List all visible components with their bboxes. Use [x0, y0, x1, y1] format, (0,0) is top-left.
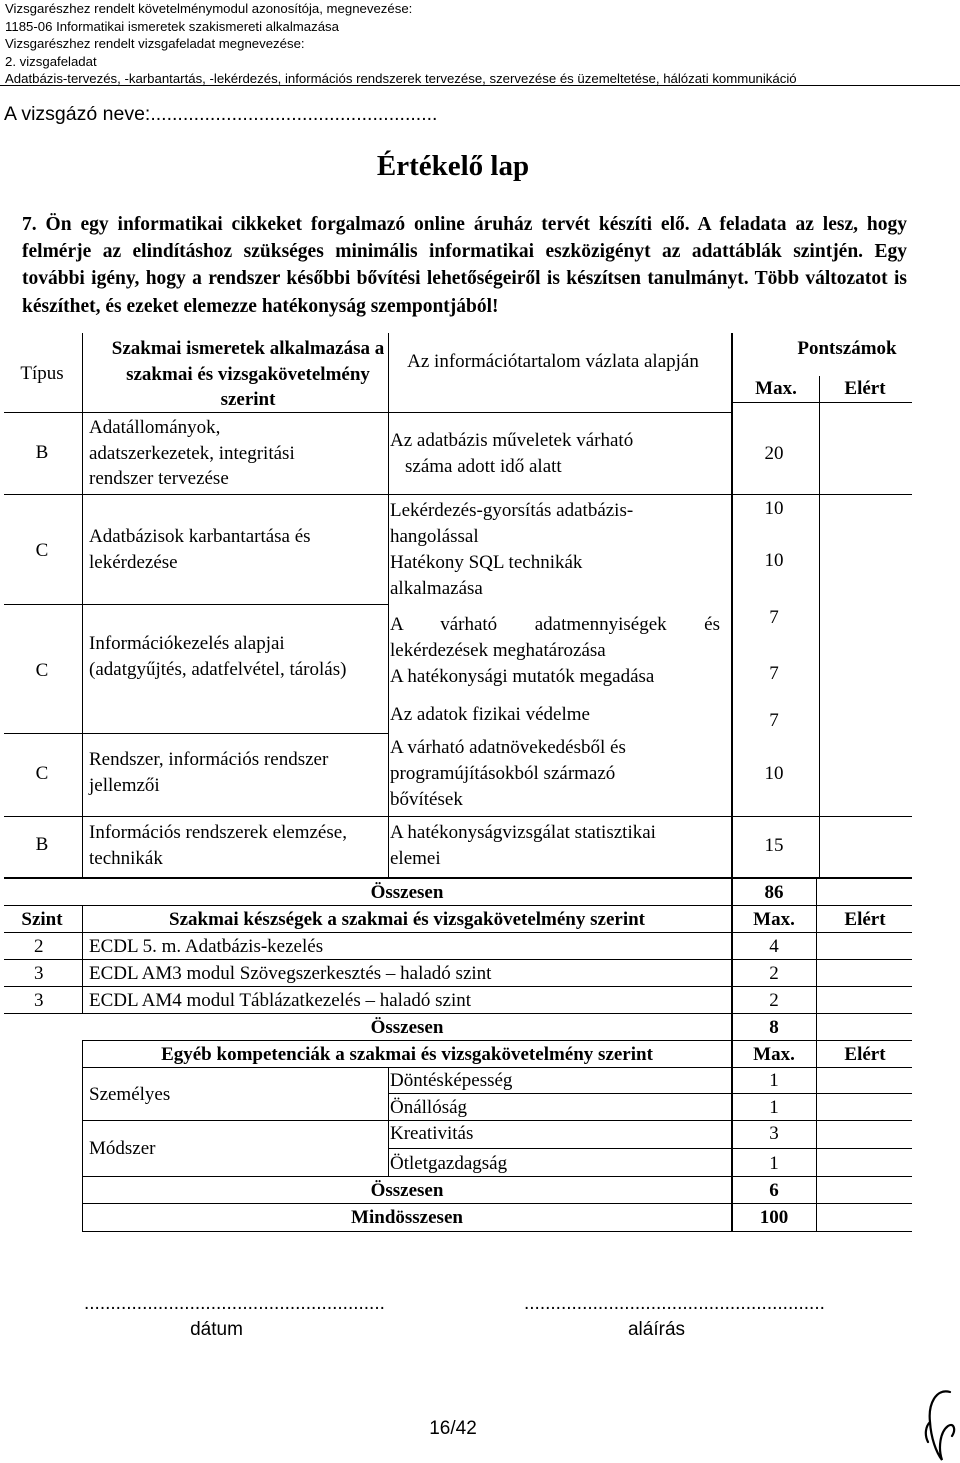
- signature-dots: .........................................................: [524, 1293, 825, 1314]
- header-skills: Szakmai készségek a szakmai és vizsgakövetelmény szerint: [169, 909, 645, 930]
- table-rule: [4, 959, 912, 960]
- max-points: 7: [769, 663, 779, 684]
- competency-item: Önállóság: [390, 1097, 468, 1118]
- section1-total-label: Összesen: [370, 882, 444, 903]
- competency-group: Módszer: [89, 1138, 156, 1159]
- competency-item: Ötletgazdagság: [390, 1153, 508, 1174]
- table-rule: [388, 1067, 389, 1176]
- table-rule: [4, 905, 912, 906]
- table-rule: [82, 1067, 912, 1068]
- max-points: 7: [769, 710, 779, 731]
- max-points: 20: [764, 443, 784, 464]
- table-rule: [4, 816, 912, 817]
- max-points: 10: [764, 498, 784, 519]
- info-item: lekérdezések meghatározása: [390, 640, 606, 661]
- competency-max: 1: [769, 1097, 779, 1118]
- skill-max: 4: [769, 936, 779, 957]
- table-rule: [4, 494, 912, 495]
- row-knowledge: Információkezelés alapjai (adatgyűjtés, adatfelvétel, tárolás): [89, 633, 347, 680]
- header-level: Szint: [21, 909, 63, 930]
- table-rule: [82, 1176, 912, 1177]
- header-achieved: Elért: [844, 378, 886, 399]
- row-knowledge: Adatbázisok karbantartása és lekérdezése: [89, 526, 311, 573]
- info-item: Hatékony SQL technikák: [390, 552, 583, 573]
- max-points: 10: [764, 550, 784, 571]
- table-rule: [388, 1093, 912, 1094]
- info-item: A várható adatnövekedésből és: [390, 737, 626, 758]
- signature-label: aláírás: [627, 1319, 686, 1340]
- skill-level: 2: [34, 936, 44, 957]
- header-info-outline: Az információtartalom vázlata alapján: [407, 351, 699, 372]
- table-rule: [732, 402, 912, 403]
- info-item: Az adatok fizikai védelme: [390, 704, 590, 725]
- header-competencies: Egyéb kompetenciák a szakmai és vizsgakövetelmény szerint: [161, 1044, 653, 1065]
- info-item: A hatékonyságvizsgálat statisztikai: [390, 822, 656, 843]
- candidate-name-field: A vizsgázó neve:.....................................................: [4, 103, 438, 125]
- table-rule: [731, 333, 733, 1231]
- max-points: 7: [769, 607, 779, 628]
- competency-group: Személyes: [89, 1084, 171, 1105]
- header-line: 2. vizsgafeladat: [5, 53, 97, 69]
- section3-total-label: Összesen: [370, 1180, 444, 1201]
- grand-total-value: 100: [759, 1207, 789, 1228]
- header-max: Max.: [755, 378, 797, 399]
- row-type: B: [35, 442, 49, 463]
- header-line: Vizsgarészhez rendelt követelménymodul azonosítója, megnevezése:: [5, 1, 413, 16]
- header-line: Adatbázis-tervezés, -karbantartás, -lekérdezés, információs rendszerek tervezése, szervezése és üzemeltetése, hálózati kommunikáció: [5, 71, 797, 87]
- competency-item: Döntésképesség: [390, 1070, 513, 1091]
- signature-field: [524, 1291, 825, 1343]
- table-rule: [816, 877, 817, 1231]
- row-knowledge: Adatállományok, adatszerkezetek, integritási rendszer tervezése: [89, 417, 295, 489]
- header-type: Típus: [20, 363, 64, 384]
- table-rule: [4, 604, 388, 605]
- table-rule: [819, 376, 820, 877]
- table-rule: [4, 986, 912, 987]
- info-item: alkalmazása: [390, 578, 483, 599]
- grand-total-label: Mindösszesen: [351, 1207, 463, 1228]
- row-knowledge: Rendszer, információs rendszer jellemzői: [89, 749, 329, 796]
- max-points: 15: [764, 835, 784, 856]
- header-max: Max.: [753, 909, 795, 930]
- info-item: elemei: [390, 848, 441, 869]
- competency-item: Kreativitás: [390, 1123, 474, 1144]
- table-rule: [388, 1148, 912, 1149]
- handwritten-signature-icon: [918, 1386, 958, 1463]
- info-item: Lekérdezés-gyorsítás adatbázis-: [390, 500, 634, 521]
- row-type: C: [35, 660, 49, 681]
- section2-total-label: Összesen: [370, 1017, 444, 1038]
- page-header: [5, 0, 955, 88]
- page-number: 16/42: [429, 1418, 477, 1439]
- info-item: A hatékonysági mutatók megadása: [390, 666, 655, 687]
- row-knowledge: Információs rendszerek elemzése, technikák: [89, 822, 347, 869]
- header-line: Vizsgarészhez rendelt vizsgafeladat megnevezése:: [5, 36, 305, 52]
- info-item: Az adatbázis műveletek várható: [390, 430, 634, 451]
- header-points: Pontszámok: [797, 338, 897, 359]
- table-rule: [82, 1120, 912, 1121]
- info-item: bővítések: [390, 789, 463, 810]
- table-rule: [82, 905, 83, 1013]
- row-type: B: [35, 834, 49, 855]
- table-rule: [388, 333, 389, 877]
- header-divider: [0, 85, 960, 86]
- table-rule: [82, 333, 83, 877]
- skill-name: ECDL AM4 modul Táblázatkezelés – haladó szint: [89, 990, 472, 1011]
- competency-max: 3: [769, 1123, 779, 1144]
- table-rule: [4, 733, 388, 734]
- date-dots: .........................................................: [84, 1293, 385, 1314]
- table-rule: [82, 1231, 912, 1232]
- table-rule: [4, 1013, 912, 1014]
- page-title: Értékelő lap: [376, 150, 530, 182]
- date-label: dátum: [190, 1319, 243, 1340]
- row-type: C: [35, 763, 49, 784]
- skill-level: 3: [34, 963, 44, 984]
- section2-total-value: 8: [769, 1017, 779, 1038]
- table-rule: [82, 1040, 912, 1041]
- skill-max: 2: [769, 990, 779, 1011]
- section3-total-value: 6: [769, 1180, 779, 1201]
- skill-name: ECDL AM3 modul Szövegszerkesztés – haladó szint: [89, 963, 492, 984]
- row-type: C: [35, 540, 49, 561]
- competency-max: 1: [769, 1070, 779, 1091]
- info-item: A várható adatmennyiségek és: [390, 614, 720, 635]
- max-points: 10: [764, 763, 784, 784]
- skill-level: 3: [34, 990, 44, 1011]
- table-rule: [82, 1040, 83, 1231]
- skill-name: ECDL 5. m. Adatbázis-kezelés: [89, 936, 324, 957]
- date-field: [84, 1291, 385, 1343]
- table-rule: [82, 1203, 912, 1204]
- table-rule: [4, 932, 912, 933]
- header-achieved: Elért: [844, 909, 886, 930]
- competency-max: 1: [769, 1153, 779, 1174]
- header-achieved: Elért: [844, 1044, 886, 1065]
- table-rule: [4, 412, 732, 413]
- section1-total-value: 86: [764, 882, 784, 903]
- info-item: programújításokból származó: [390, 763, 616, 784]
- task-description: 7. Ön egy informatikai cikkeket forgalmazó online áruház tervét készíti elő. A feladata az lesz, hogy felmérje az elindításhoz szükséges minimális informatikai eszközigényt az adattáblák szintjén. Egy további igény, hogy a rendszer későbbi bővítési lehetőségeiről is készítsen tanulmányt. Több változatot is készíthet, és ezeket elemezze hatékonyság szempontjából!: [22, 214, 907, 317]
- table-rule: [4, 877, 912, 879]
- info-item: száma adott idő alatt: [405, 456, 562, 477]
- header-knowledge: Szakmai ismeretek alkalmazása a szakmai és vizsgakövetelmény szerint: [111, 338, 385, 410]
- header-max: Max.: [753, 1044, 795, 1065]
- header-line: 1185-06 Informatikai ismeretek szakismereti alkalmazása: [5, 18, 339, 34]
- info-item: hangolással: [390, 526, 479, 547]
- skill-max: 2: [769, 963, 779, 984]
